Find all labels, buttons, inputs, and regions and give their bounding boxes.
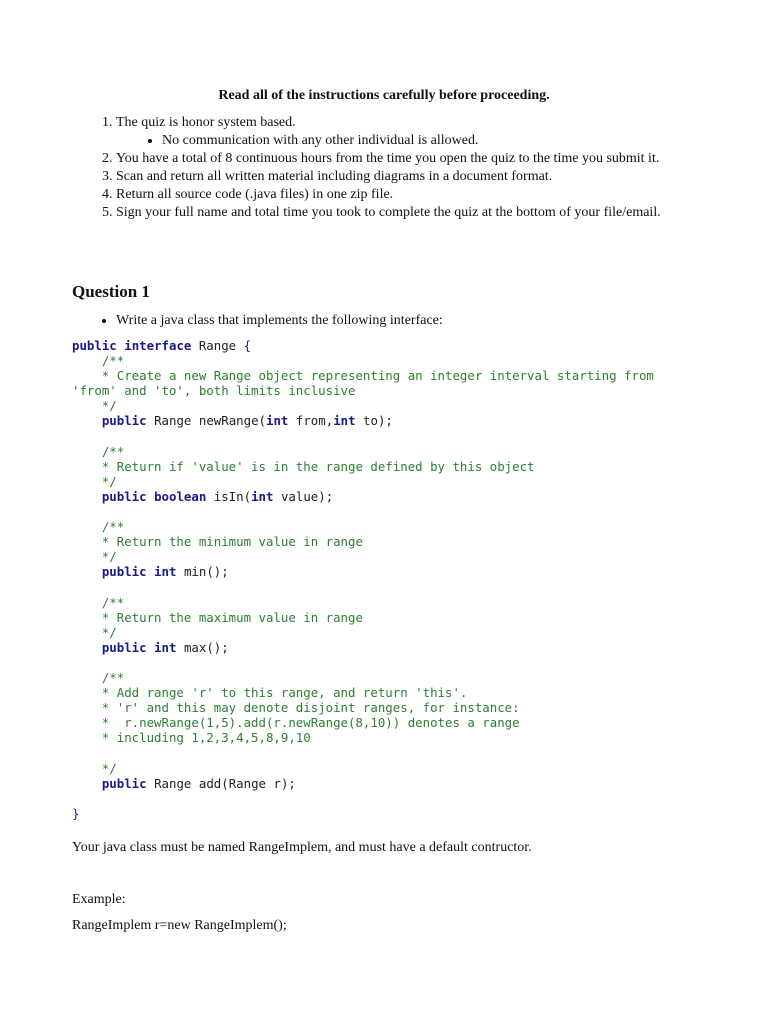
code-line: /** xyxy=(72,443,125,459)
instruction-item xyxy=(116,114,736,150)
code-line: */ xyxy=(72,398,117,414)
code-line: public int max(); xyxy=(101,639,229,655)
instruction-item: 2. You have a total of 8 continuous hours from the time you open the quiz to the time you submit it. xyxy=(116,150,736,168)
code-line: */ xyxy=(72,760,117,776)
instructions-title: Read all of the instructions carefully before proceeding. xyxy=(218,88,550,103)
code-line: public Range add(Range r); xyxy=(101,775,296,791)
code-line: public Range newRange(int from,int to); xyxy=(101,413,393,429)
code-line: */ xyxy=(72,473,117,489)
instruction-sublist xyxy=(116,132,736,150)
example-code-line: RangeImplem r=new RangeImplem(); xyxy=(72,918,287,933)
code-line: /** xyxy=(72,670,125,686)
class-name-requirement: Your java class must be named RangeImplem, and must have a default contructor. xyxy=(72,840,532,855)
code-line: */ xyxy=(72,624,117,640)
example-label: Example: xyxy=(72,892,126,907)
code-line: public int min(); xyxy=(101,564,229,580)
instruction-item: 4. Return all source code (.java files) in one zip file. xyxy=(116,186,736,204)
code-line: */ xyxy=(72,549,117,565)
code-line: * Create a new Range object representing an integer interval starting from xyxy=(72,368,654,384)
code-line: /** xyxy=(72,353,125,369)
code-line: * 'r' and this may denote disjoint ranges, for instance: xyxy=(72,700,520,716)
question-bullet-list xyxy=(72,312,443,330)
code-line: public interface Range { xyxy=(72,338,252,353)
code-line: } xyxy=(72,805,80,821)
code-line: /** xyxy=(72,519,125,535)
instructions-list xyxy=(72,114,736,222)
instruction-subitem: • No communication with any other individual is allowed. xyxy=(162,132,736,150)
code-line: public boolean isIn(int value); xyxy=(101,488,334,504)
instruction-text: The quiz is honor system based. xyxy=(116,115,296,130)
code-line: * Return if 'value' is in the range defined by this object xyxy=(72,458,535,474)
instruction-item: 5. Sign your full name and total time you took to complete the quiz at the bottom of your file/email. xyxy=(116,204,736,222)
code-line: 'from' and 'to', both limits inclusive xyxy=(72,383,356,399)
code-line: * including 1,2,3,4,5,8,9,10 xyxy=(72,730,311,746)
code-block xyxy=(72,338,654,821)
question-bullet: • Write a java class that implements the following interface: xyxy=(116,312,443,330)
question-heading: Question 1 xyxy=(72,282,150,301)
instruction-item: 3. Scan and return all written material including diagrams in a document format. xyxy=(116,168,736,186)
code-line: * Return the minimum value in range xyxy=(72,534,363,550)
code-line: /** xyxy=(72,594,125,610)
code-line: * Return the maximum value in range xyxy=(72,609,363,625)
code-line: * Add range 'r' to this range, and return 'this'. xyxy=(72,685,468,701)
code-line: * r.newRange(1,5).add(r.newRange(8,10)) denotes a range xyxy=(72,715,520,731)
